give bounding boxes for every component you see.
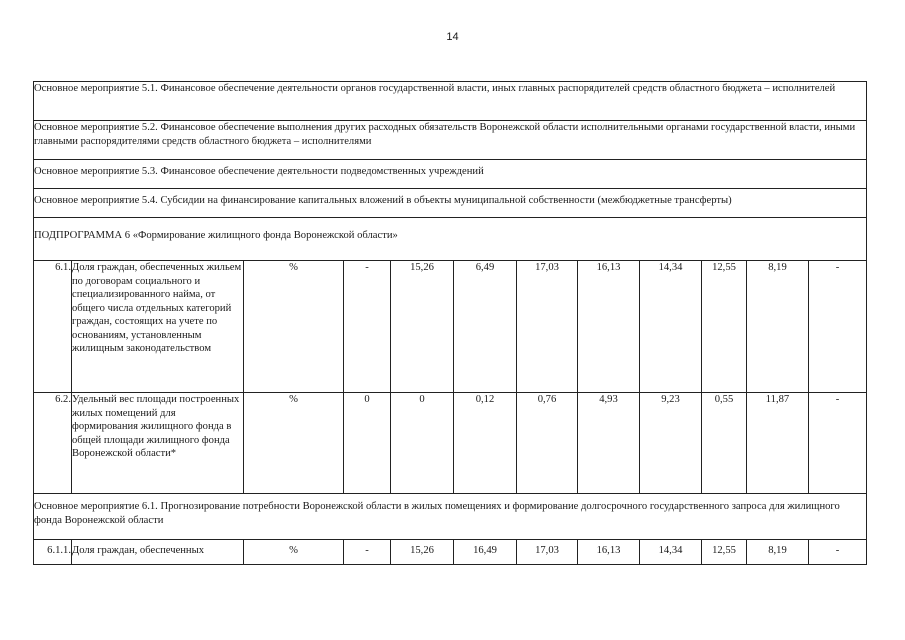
activity-6-1: Основное мероприятие 6.1. Прогнозирование потребности Воронежской области в жилых помещениях и формирование долгосрочного государственного запроса для жилищного фонда Воронежской области: [34, 494, 867, 540]
indicator-name: Доля граждан, обеспеченных жильем по договорам социального и специализированного найма, от общего числа отдельных категорий граждан, состоящих на учете по основаниям, установленным жилищным законодательством: [72, 261, 244, 393]
value-cell: -: [809, 540, 867, 565]
unit-cell: %: [244, 261, 344, 393]
indicators-table: [33, 81, 867, 565]
activity-row: [34, 494, 867, 540]
activity-5-2: Основное мероприятие 5.2. Финансовое обеспечение выполнения других расходных обязательств Воронежской области исполнительными органами государственной власти, иными главными распорядителями средств областного бюджета – исполнителями: [34, 121, 867, 160]
value-cell: 14,34: [640, 540, 702, 565]
row-index: 6.1.: [34, 261, 72, 393]
value-cell: 4,93: [578, 393, 640, 494]
value-cell: 11,87: [747, 393, 809, 494]
activity-5-1: Основное мероприятие 5.1. Финансовое обеспечение деятельности органов государственной власти, иных главных распорядителей средств областного бюджета – исполнителей: [34, 82, 867, 121]
value-cell: -: [344, 261, 391, 393]
value-cell: 0,55: [702, 393, 747, 494]
indicator-name: Удельный вес площади построенных жилых помещений для формирования жилищного фонда в общей площади жилищного фонда Воронежской области*: [72, 393, 244, 494]
activity-row: [34, 82, 867, 121]
table-row: [34, 393, 867, 494]
value-cell: 8,19: [747, 261, 809, 393]
value-cell: 0: [344, 393, 391, 494]
value-cell: 0,76: [517, 393, 578, 494]
value-cell: -: [344, 540, 391, 565]
activity-5-3: Основное мероприятие 5.3. Финансовое обеспечение деятельности подведомственных учреждений: [34, 160, 867, 189]
value-cell: 8,19: [747, 540, 809, 565]
table-row: [34, 261, 867, 393]
value-cell: 15,26: [391, 261, 454, 393]
activity-row: [34, 121, 867, 160]
row-index: 6.1.1.: [34, 540, 72, 565]
unit-cell: %: [244, 393, 344, 494]
value-cell: -: [809, 261, 867, 393]
value-cell: -: [809, 393, 867, 494]
value-cell: 17,03: [517, 540, 578, 565]
value-cell: 16,13: [578, 261, 640, 393]
row-index: 6.2.: [34, 393, 72, 494]
activity-5-4: Основное мероприятие 5.4. Субсидии на финансирование капитальных вложений в объекты муниципальной собственности (межбюджетные трансферты): [34, 189, 867, 218]
page-number: 14: [446, 31, 459, 43]
value-cell: 17,03: [517, 261, 578, 393]
value-cell: 16,49: [454, 540, 517, 565]
value-cell: 15,26: [391, 540, 454, 565]
unit-cell: %: [244, 540, 344, 565]
indicator-name: Доля граждан, обеспеченных: [72, 540, 244, 565]
subprogram-6-title: ПОДПРОГРАММА 6 «Формирование жилищного фонда Воронежской области»: [34, 218, 867, 261]
value-cell: 0,12: [454, 393, 517, 494]
value-cell: 9,23: [640, 393, 702, 494]
value-cell: 12,55: [702, 261, 747, 393]
value-cell: 12,55: [702, 540, 747, 565]
activity-row: [34, 189, 867, 218]
value-cell: 14,34: [640, 261, 702, 393]
value-cell: 0: [391, 393, 454, 494]
subprogram-row: [34, 218, 867, 261]
value-cell: 6,49: [454, 261, 517, 393]
table-row: [34, 540, 867, 565]
activity-row: [34, 160, 867, 189]
value-cell: 16,13: [578, 540, 640, 565]
